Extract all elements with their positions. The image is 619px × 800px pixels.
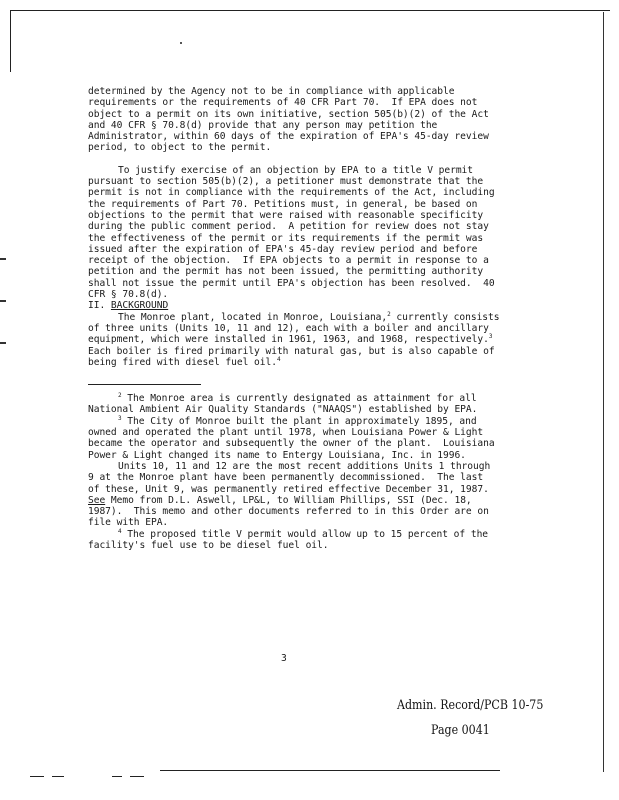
footnote-text: The proposed title V permit would allow up to 15 percent of the facility's fuel use to be diesel fuel oil.: [88, 528, 494, 551]
bottom-rule: [160, 770, 500, 771]
footnote: [88, 416, 500, 461]
document-body: [88, 86, 506, 551]
section-heading: [88, 300, 500, 311]
footnote-ref[interactable]: 3: [488, 333, 493, 341]
see-signal: See: [88, 494, 106, 506]
admin-record-label: Admin. Record/PCB 10-75: [397, 698, 544, 713]
page-border-top: [10, 10, 610, 11]
bottom-dash: [30, 776, 44, 777]
section-title: BACKGROUND: [110, 300, 169, 312]
scan-edge-mark: [0, 342, 6, 344]
paragraph-text: The Monroe plant, located in Monroe, Louisiana,: [118, 311, 388, 323]
page-number: 3: [281, 653, 287, 664]
bottom-dash: [52, 776, 64, 777]
footnote: [88, 393, 500, 416]
footnote-continuation: [88, 461, 500, 529]
paragraph-text: Each boiler is fired primarily with natural gas, but is also capable of being fired with diesel fuel oil.: [88, 334, 504, 368]
footnote-text: The City of Monroe built the plant in approximately 1895, and owned and operated the plant until 1978, when Louisiana Power & Light became the operator and subsequently the owner of the plant. Louisiana Power & Light changed its name to Entergy Louisiana, Inc. in 1996.: [88, 415, 501, 461]
page-border-right: [603, 12, 604, 772]
footnote-text: The Monroe area is currently designated as attainment for all National Ambient Air Quality Standards ("NAAQS") established by EPA.: [88, 393, 483, 416]
paragraph-objection-petition: determined by the Agency not to be in compliance with applicable requirements or the requirements of 40 CFR Part 70. If EPA does not object to a permit on its own initiative, section 505(b)(2) of the Act and 40 CFR § 70.8(d) provide that any person may petition the Administrator, within 60 days of the expiration of EPA's 45-day review period, to object to the permit.: [88, 86, 495, 154]
footnote-number: 2: [118, 391, 122, 399]
footnote-text: Units 10, 11 and 12 are the most recent additions Units 1 through 9 at the Monroe plant have been permanently decommissioned. The last of these, Unit 9, was permanently retired effective December 31, 1987.: [88, 460, 501, 495]
paragraph-text: currently consists of three units (Units 10, 11 and 12), each with a boiler and ancillary equipment, which were installed in 1961, 1963, and 1968, respectively.: [88, 311, 506, 346]
footnote-number: 3: [118, 414, 122, 422]
footnote-divider: [88, 384, 201, 385]
scan-edge-mark: [0, 300, 6, 302]
bottom-dash: [130, 776, 144, 777]
footnote: [88, 529, 500, 552]
admin-record-stamp: [397, 698, 543, 738]
bottom-dash: [112, 776, 122, 777]
footnote-number: 4: [118, 527, 122, 535]
footnote-ref[interactable]: 2: [387, 310, 391, 318]
paragraph-justify-objection: To justify exercise of an objection by EPA to a title V permit pursuant to section 505(b)(2), a petitioner must demonstrate that the permit is not in compliance with the requirements of the Act, including the requirements of Part 70. Petitions must, in general, be based on objections to the permit that were raised with reasonable specificity during the public comment period. A petition for review does not stay the effectiveness of the permit or its requirements if the permit was issued after the expiration of EPA's 45-day review period and before receipt of the objection. If EPA objects to a permit in response to a petition and the permit has not been issued, the permitting authority shall not issue the permit until EPA's objection has been resolved. 40 CFR § 70.8(d).: [88, 164, 501, 301]
scan-speck: [180, 42, 182, 44]
admin-record-page: Page 0041: [431, 723, 490, 738]
page-border-left: [10, 10, 11, 72]
footnote-text: Memo from D.L. Aswell, LP&L, to William Phillips, SSI (Dec. 18, 1987). This memo and other documents referred to in this Order are on file with EPA.: [88, 494, 495, 529]
scan-edge-mark: [0, 258, 6, 260]
footnote-ref[interactable]: 4: [276, 355, 281, 363]
paragraph-monroe-plant: [88, 310, 506, 368]
section-number: II.: [88, 300, 106, 312]
